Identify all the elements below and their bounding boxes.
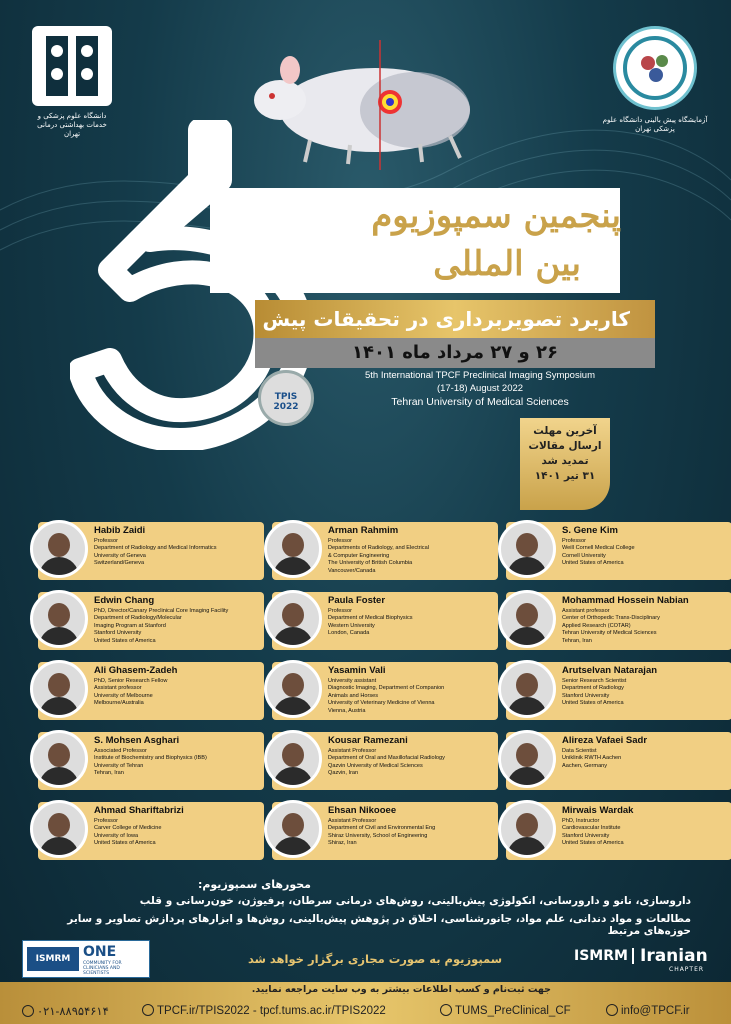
ismrm-one-logo-c: COMMUNITY FOR CLINICIANS AND SCIENTISTS	[83, 961, 122, 976]
speaker-detail-line: Department of Civil and Environmental Eng	[328, 825, 436, 832]
speaker-detail-line: Uniklinik RWTH Aachen	[562, 755, 622, 762]
speaker-details	[328, 748, 494, 778]
speaker-name: Yasamin Vali	[328, 665, 386, 676]
speaker-details	[328, 538, 494, 575]
speaker-detail-line: Department of Radiology and Medical Informatics	[94, 545, 217, 552]
english-title: 5th International TPCF Preclinical Imaging Symposium	[364, 370, 596, 381]
speaker-card	[272, 592, 498, 650]
speaker-detail-line: Professor	[94, 538, 118, 544]
speaker-detail-line: Assistant professor	[562, 608, 610, 614]
speaker-detail-line: Department of Radiology/Molecular	[94, 615, 182, 622]
speaker-detail-line: United States of America	[94, 637, 156, 644]
deadline-line-2: ارسال مقالات	[528, 440, 602, 452]
title-line-2: بین المللی	[433, 244, 581, 284]
speaker-detail-line: Weill Cornell Medical College	[562, 545, 635, 552]
speaker-details	[328, 678, 494, 715]
footer-note: جهت ثبت‌نام و کسب اطلاعات بیشتر به وب سایت مراجعه نمایید.	[251, 984, 551, 995]
speaker-detail-line: Shiraz University, School of Engineering	[328, 832, 428, 839]
speaker-card	[272, 522, 498, 580]
speaker-details	[562, 538, 728, 568]
speaker-detail-line: Departments of Radiology, and Electrical	[328, 545, 429, 552]
speaker-detail-line: Diagnostic Imaging, Department of Companion	[328, 685, 445, 692]
speaker-photo	[264, 520, 322, 578]
phone-icon	[22, 1005, 34, 1017]
speaker-detail-line: Aachen, Germany	[562, 762, 608, 769]
topics-title: محورهای سمپوزیوم:	[197, 878, 311, 891]
speaker-detail-line: Associated Professor	[94, 748, 147, 754]
speaker-name: Arman Rahmim	[328, 525, 399, 536]
speaker-details	[562, 748, 728, 770]
speaker-name: Ali Ghasem-Zadeh	[94, 665, 178, 676]
speaker-details	[562, 678, 728, 708]
speaker-detail-line: Imaging Program at Stanford	[94, 622, 166, 629]
speaker-details	[562, 818, 728, 848]
speaker-detail-line: Department of Radiology	[562, 685, 624, 692]
ismrm-iranian-logo	[574, 946, 714, 976]
speaker-detail-line: PhD, Senior Research Fellow	[94, 678, 168, 684]
speaker-detail-line: Senior Research Scientist	[562, 678, 627, 684]
speaker-details	[328, 608, 494, 638]
footer-email-text[interactable]: info@TPCF.ir	[621, 1005, 690, 1017]
speaker-card	[506, 732, 731, 790]
speaker-detail-line: Department of Oral and Maxillofacial Radiology	[328, 755, 445, 762]
speaker-detail-line: Tehran, Iran	[94, 770, 124, 777]
deadline-line-4: ۳۱ تیر ۱۴۰۱	[534, 470, 596, 482]
speaker-photo	[264, 590, 322, 648]
speaker-name: S. Mohsen Asghari	[94, 735, 180, 746]
speaker-card	[272, 662, 498, 720]
ismrm-one-logo-b: ONE	[83, 944, 117, 960]
speaker-detail-line: The University of British Columbia	[328, 560, 413, 567]
virtual-notice: سمپوزیوم به صورت مجازی برگزار خواهد شد	[247, 952, 503, 966]
speaker-name: S. Gene Kim	[562, 525, 618, 536]
speaker-name: Mohammad Hossein Nabian	[562, 595, 689, 606]
speaker-card	[506, 662, 731, 720]
deadline-line-3: تمدید شد	[541, 455, 589, 467]
ismrm-one-logo-a: ISMRM	[27, 947, 79, 971]
speaker-name: Ahmad Shariftabrizi	[94, 805, 184, 816]
footer-phone	[22, 1004, 109, 1018]
deadline-line-1: آخرین مهلت	[533, 425, 597, 437]
speaker-detail-line: Qazvin, Iran	[328, 770, 359, 777]
speaker-name: Kousar Ramezani	[328, 735, 408, 746]
footer-instagram-text[interactable]: TUMS_PreClinical_CF	[455, 1005, 571, 1017]
speaker-photo	[264, 730, 322, 788]
speaker-photo	[30, 800, 88, 858]
speaker-photo	[264, 800, 322, 858]
speaker-detail-line: Assistant professor	[94, 685, 142, 692]
speaker-detail-line: Tehran University of Medical Sciences	[562, 630, 657, 637]
tpcf-logo	[600, 26, 710, 134]
speaker-detail-line: Stanford University	[94, 630, 142, 637]
speaker-detail-line: Applied Research (COTAR)	[562, 622, 631, 629]
speaker-photo	[498, 730, 556, 788]
tpis-logo-text: TPIS 2022	[273, 392, 299, 412]
speaker-detail-line: University of Iowa	[94, 832, 139, 839]
speaker-detail-line: University of Geneva	[94, 552, 146, 559]
speaker-details	[94, 538, 260, 568]
speaker-detail-line: Professor	[94, 818, 118, 824]
speaker-card	[38, 662, 264, 720]
footer-website-text[interactable]: TPCF.ir/TPIS2022 - tpcf.tums.ac.ir/TPIS2022	[157, 1005, 386, 1017]
speaker-photo	[30, 730, 88, 788]
speaker-detail-line: PhD, Director/Canary Preclinical Core Imaging Facility	[94, 608, 229, 614]
speaker-details	[328, 818, 494, 848]
speaker-detail-line: Assistant Professor	[328, 748, 377, 754]
speaker-photo	[498, 660, 556, 718]
tums-logo-mark	[32, 26, 112, 106]
speaker-detail-line: Cardiovascular Institute	[562, 825, 621, 832]
speaker-photo	[498, 590, 556, 648]
speaker-name: Alireza Vafaei Sadr	[562, 735, 648, 746]
speaker-detail-line: Tehran, Iran	[562, 637, 592, 644]
tpis-logo	[258, 370, 314, 426]
speaker-name: Edwin Chang	[94, 595, 155, 606]
speaker-photo	[30, 590, 88, 648]
speaker-name: Ehsan Nikooee	[328, 805, 397, 816]
ismrm-iranian-logo-a: ISMRM	[574, 948, 634, 964]
speaker-photo	[498, 800, 556, 858]
speaker-detail-line: PhD, Instructor	[562, 818, 600, 824]
speaker-detail-line: University of Melbourne	[94, 692, 153, 699]
speaker-detail-line: Data Scientist	[562, 748, 597, 754]
speaker-card	[38, 592, 264, 650]
speaker-name: Mirwais Wardak	[562, 805, 634, 816]
speaker-details	[94, 818, 260, 848]
speaker-card	[38, 522, 264, 580]
speaker-card	[38, 732, 264, 790]
speaker-detail-line: United States of America	[562, 560, 624, 567]
title-line-1: پنجمین سمپوزیوم	[371, 196, 621, 236]
speaker-card	[38, 802, 264, 860]
speaker-card	[272, 732, 498, 790]
speaker-detail-line: United States of America	[562, 700, 624, 707]
speaker-details	[562, 608, 728, 645]
footer-instagram[interactable]	[440, 1004, 571, 1017]
english-date: (17-18) August 2022	[436, 383, 524, 394]
speaker-card	[272, 802, 498, 860]
speaker-card	[506, 802, 731, 860]
tpcf-logo-caption: آزمایشگاه پیش بالینی دانشگاه علوم پزشکی تهران	[602, 116, 708, 133]
speaker-card	[506, 522, 731, 580]
globe-icon	[142, 1004, 154, 1016]
tums-logo-caption: دانشگاه علوم پزشکی و خدمات بهداشتی درمانی تهران	[37, 112, 107, 138]
speaker-detail-line: United States of America	[94, 840, 156, 847]
subtitle-bar: کاربرد تصویربرداری در تحقیقات پیش	[255, 300, 655, 338]
speaker-detail-line: Stanford University	[562, 832, 610, 839]
speaker-name: Arutselvan Natarajan	[562, 665, 658, 676]
speaker-detail-line: Animals and Horses	[328, 692, 379, 699]
speaker-detail-line: Qazvin University of Medical Sciences	[328, 762, 423, 769]
footer-email[interactable]	[606, 1004, 690, 1017]
speaker-detail-line: & Computer Engineering	[328, 552, 390, 559]
tpcf-logo-mark	[613, 26, 697, 110]
ismrm-iranian-logo-c: CHAPTER	[669, 966, 705, 973]
speaker-detail-line: University of Tehran	[94, 762, 144, 769]
speaker-detail-line: Department of Medical Biophysics	[328, 615, 413, 622]
speaker-detail-line: Institute of Biochemistry and Biophysics (IBB)	[94, 755, 207, 762]
speaker-detail-line: Western University	[328, 622, 375, 629]
speaker-detail-line: Cornell University	[562, 552, 606, 559]
speaker-detail-line: Shiraz, Iran	[328, 840, 357, 847]
speaker-name: Habib Zaidi	[94, 525, 146, 536]
speaker-detail-line: Switzerland/Geneva	[94, 560, 145, 567]
instagram-icon	[440, 1004, 452, 1016]
speaker-detail-line: Assistant Professor	[328, 818, 377, 824]
speaker-detail-line: Carver College of Medicine	[94, 825, 162, 832]
footer-phone-text: ۰۲۱-۸۸۹۵۴۶۱۴	[37, 1006, 109, 1018]
speaker-photo	[264, 660, 322, 718]
email-icon	[606, 1004, 618, 1016]
speaker-details	[94, 678, 260, 708]
speaker-detail-line: Vancouver/Canada	[328, 567, 376, 574]
speaker-detail-line: Professor	[328, 538, 352, 544]
speaker-name: Paula Foster	[328, 595, 386, 606]
speaker-detail-line: Professor	[328, 608, 352, 614]
footer-website[interactable]	[142, 1004, 386, 1017]
ismrm-one-logo	[22, 940, 150, 978]
speaker-detail-line: Melbourne/Australia	[94, 700, 144, 707]
topics-line-1: داروسازی، نانو و دارورسانی، انکولوژی پیش‌بالینی، روش‌های درمانی سرطان، پرفیوژن، خون‌رسانی و قلب	[139, 895, 691, 907]
ismrm-iranian-logo-b: Iranian	[640, 946, 708, 966]
speaker-detail-line: London, Canada	[328, 630, 370, 637]
footer	[0, 982, 731, 1024]
speaker-detail-line: United States of America	[562, 840, 624, 847]
speaker-photo	[30, 660, 88, 718]
speaker-detail-line: Center of Orthopedic Trans-Disciplinary	[562, 615, 660, 622]
deadline-badge	[520, 418, 610, 510]
speaker-detail-line: Professor	[562, 538, 586, 544]
persian-date: ۲۶ و ۲۷ مرداد ماه ۱۴۰۱	[255, 338, 655, 368]
speaker-details	[94, 748, 260, 778]
speaker-photo	[498, 520, 556, 578]
speaker-photo	[30, 520, 88, 578]
speaker-details	[94, 608, 260, 645]
speaker-detail-line: University of Veterinary Medicine of Vienna	[328, 700, 435, 707]
english-venue: Tehran University of Medical Sciences	[391, 396, 569, 408]
speaker-card	[506, 592, 731, 650]
speaker-detail-line: Stanford University	[562, 692, 610, 699]
speaker-detail-line: Vienna, Austria	[328, 707, 366, 714]
topics-line-2: مطالعات و مواد دندانی، علم مواد، جانورشناسی، اخلاق در پژوهش پیش‌بالینی، روش‌ها و ابزارهای پردازش تصاویر و سایر حوزه‌های مرتبط	[67, 913, 691, 937]
speaker-detail-line: University assistant	[328, 678, 377, 684]
